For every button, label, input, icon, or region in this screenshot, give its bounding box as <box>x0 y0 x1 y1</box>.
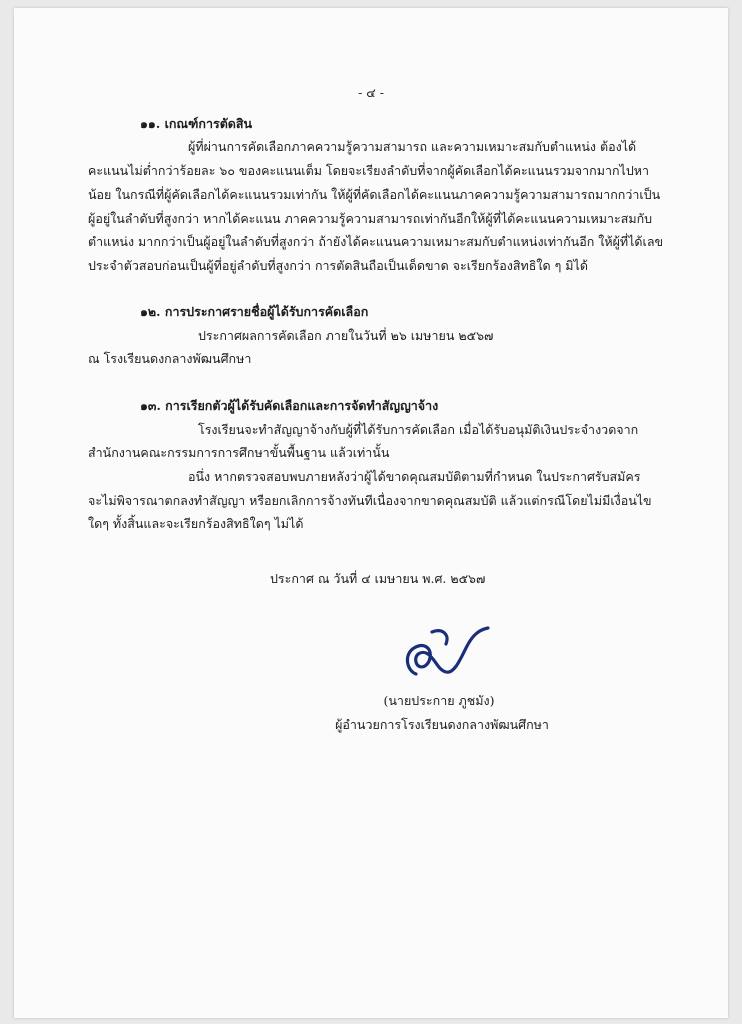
signature-tail-stroke <box>428 628 488 672</box>
signature-hook-stroke <box>432 631 447 644</box>
signature-loop-stroke <box>407 646 430 674</box>
signatory-name: (นายประกาย ภูชมัง) <box>383 693 495 708</box>
announcement-date: ประกาศ ณ วันที่ ๔ เมษายน พ.ศ. ๒๕๖๗ <box>270 571 486 586</box>
section-13-line-3: อนึ่ง หากตรวจสอบพบภายหลังว่าผู้ได้ขาดคุณสมบัติตามที่กำหนด ในประกาศรับสมัคร <box>188 469 641 484</box>
section-13-line-4: จะไม่พิจารณาตกลงทำสัญญา หรือยกเลิกการจ้างทันทีเนื่องจากขาดคุณสมบัติ แล้วแต่กรณีโดยไม่มีเงื่อนไข <box>88 493 652 508</box>
section-13-line-2: สำนักงานคณะกรรมการการศึกษาขั้นพื้นฐาน แล้วเท่านั้น <box>88 445 390 460</box>
page-number: - ๔ - <box>358 85 384 100</box>
document-page <box>14 8 728 1018</box>
section-11-line-3: น้อย ในกรณีที่ผู้คัดเลือกได้คะแนนรวมเท่ากัน ให้ผู้ที่คัดเลือกได้คะแนนภาคความรู้ความสามารถมากกว่าเป็น <box>88 187 661 202</box>
section-11-line-5: ตำแหน่ง มากกว่าเป็นผู้อยู่ในลำดับที่สูงกว่า ถ้ายังได้คะแนนความเหมาะสมกับตำแหน่งเท่ากันอีก ให้ผู้ที่ได้เลข <box>88 234 664 249</box>
section-13-line-5: ใดๆ ทั้งสิ้นและจะเรียกร้องสิทธิใดๆ ไม่ได้ <box>88 516 304 531</box>
section-11-heading: ๑๑. เกณฑ์การตัดสิน <box>140 116 253 131</box>
section-12-heading: ๑๒. การประกาศรายชื่อผู้ได้รับการคัดเลือก <box>140 304 369 319</box>
section-11-line-4: ผู้อยู่ในลำดับที่สูงกว่า หากได้คะแนน ภาคความรู้ความสามารถเท่ากันอีกให้ผู้ที่ได้คะแนนความเหมาะสมกับ <box>88 211 653 226</box>
signatory-title: ผู้อำนวยการโรงเรียนดงกลางพัฒนศึกษา <box>335 717 549 732</box>
section-12-line-1: ประกาศผลการคัดเลือก ภายในวันที่ ๒๖ เมษายน ๒๕๖๗ <box>198 328 494 343</box>
section-11-line-2: คะแนนไม่ต่ำกว่าร้อยละ ๖๐ ของคะแนนเต็ม โดยจะเรียงลำดับที่จากผู้คัดเลือกได้คะแนนรวมจากมากไปหา <box>88 163 650 178</box>
section-12-line-2: ณ โรงเรียนดงกลางพัฒนศึกษา <box>88 351 252 366</box>
section-11-line-1: ผู้ที่ผ่านการคัดเลือกภาคความรู้ความสามารถ และความเหมาะสมกับตำแหน่ง ต้องได้ <box>188 139 637 154</box>
section-13-line-1: โรงเรียนจะทำสัญญาจ้างกับผู้ที่ได้รับการคัดเลือก เมื่อได้รับอนุมัติเงินประจำงวดจาก <box>198 422 639 437</box>
section-13-heading: ๑๓. การเรียกตัวผู้ได้รับคัดเลือกและการจัดทำสัญญาจ้าง <box>140 398 439 413</box>
section-11-line-6: ประจำตัวสอบก่อนเป็นผู้ที่อยู่ลำดับที่สูงกว่า การตัดสินถือเป็นเด็ดขาด จะเรียกร้องสิทธิใด ๆ มิได้ <box>88 258 588 273</box>
signature-mark <box>402 624 494 682</box>
